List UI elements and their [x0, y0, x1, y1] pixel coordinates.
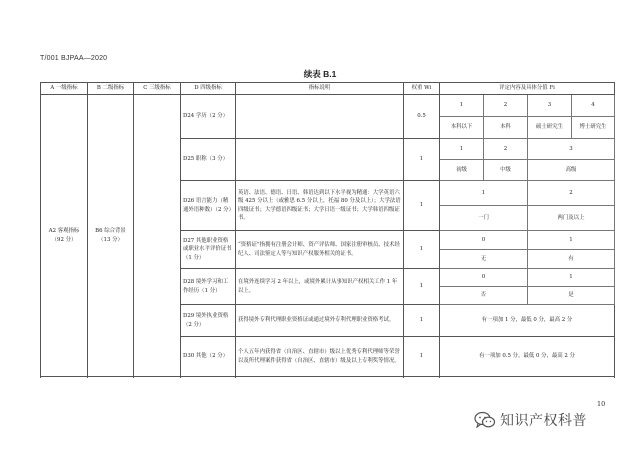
col-header-weight: 权重 Wi — [404, 83, 440, 95]
d28-label-2: 是 — [528, 287, 615, 305]
document-code: T/001 BJPAA—2020 — [40, 55, 108, 62]
d24-label-2: 本科 — [484, 117, 528, 139]
d27-weight: 1 — [404, 231, 440, 269]
watermark-text: 知识产权科普 — [500, 413, 587, 429]
d27-score-2: 1 — [528, 231, 615, 250]
d29-weight: 1 — [404, 305, 440, 337]
d28-weight: 1 — [404, 269, 440, 305]
d24-desc — [236, 95, 404, 139]
d24-label-1: 本科以下 — [440, 117, 484, 139]
d25-desc — [236, 139, 404, 181]
d27-score-1: 0 — [440, 231, 528, 250]
d28-label-1: 否 — [440, 287, 528, 305]
d30-rule: 有一项加 0.5 分，最低 0 分，最高 2 分 — [440, 337, 615, 377]
col-header-level2: B 二级指标 — [88, 83, 134, 95]
d24-score-1: 1 — [440, 95, 484, 117]
d27-name: D27 其他职业资格或职业水平评价证书（1 分） — [181, 231, 236, 269]
d24-score-3: 3 — [528, 95, 572, 117]
d30-weight: 1 — [404, 337, 440, 377]
level1-cell: A2 客观指标 （92 分） — [41, 95, 88, 377]
col-header-level4: D 四级指标 — [181, 83, 236, 95]
wechat-icon — [474, 411, 496, 429]
d25-weight: 1 — [404, 139, 440, 181]
d30-desc: 个人五年内获得省（自治区、直辖市）级以上优秀专利代理师等荣誉以及所代理案件获得省（自治区、直辖市）级及以上专利奖等情况。 — [236, 337, 404, 377]
d26-score-1: 1 — [440, 181, 528, 206]
col-header-level1: A 一级指标 — [41, 83, 88, 95]
d24-score-4: 4 — [572, 95, 615, 117]
d29-desc: 获得境外专利代理职业资格证或通过境外专利代理职业资格考试。 — [236, 305, 404, 337]
d29-rule: 有一项加 1 分，最低 0 分，最高 2 分 — [440, 305, 615, 337]
evaluation-table — [40, 82, 615, 377]
table-row — [41, 95, 615, 117]
d25-name: D25 职称（3 分） — [181, 139, 236, 181]
d27-label-1: 无 — [440, 250, 528, 269]
col-header-level3: C 三级指标 — [134, 83, 181, 95]
d26-desc: 英语、法语、德语、日语、韩语达到以下水平视为精通：大学英语六级 425 分以上（或雅思 6.5 分以上，托福 80 分及以上）；大学法语四级证书；大学德语四级证书；大学日语一级证书；大学韩语四级证书。 — [236, 181, 404, 231]
d28-score-1: 0 — [440, 269, 528, 287]
d25-score-2: 2 — [484, 139, 528, 160]
d24-name: D24 学历（2 分） — [181, 95, 236, 139]
d24-weight: 0.5 — [404, 95, 440, 139]
d26-label-2: 两门及以上 — [528, 206, 615, 231]
header-row — [41, 83, 615, 95]
d28-name: D28 境外学习和工作经历（1 分） — [181, 269, 236, 305]
d24-label-4: 博士研究生 — [572, 117, 615, 139]
d25-score-3: 3 — [528, 139, 615, 160]
page-number: 10 — [597, 400, 606, 408]
d26-name: D26 语言能力（精通外语种数）（2 分） — [181, 181, 236, 231]
d25-score-1: 1 — [440, 139, 484, 160]
col-header-description: 指标说明 — [236, 83, 404, 95]
d26-label-1: 一门 — [440, 206, 528, 231]
col-header-score: 评定内容及具体分值 Fi — [440, 83, 615, 95]
table-caption: 续表 B.1 — [303, 69, 337, 79]
d26-score-2: 2 — [528, 181, 615, 206]
d28-desc: 在境外连续学习 2 年以上，或境外累计从事知识产权相关工作 1 年以上。 — [236, 269, 404, 305]
d24-score-2: 2 — [484, 95, 528, 117]
d26-weight: 1 — [404, 181, 440, 231]
d25-label-3: 高级 — [528, 160, 615, 181]
d25-label-1: 初级 — [440, 160, 484, 181]
d30-name: D30 其他（2 分） — [181, 337, 236, 377]
d28-score-2: 1 — [528, 269, 615, 287]
d27-label-2: 有 — [528, 250, 615, 269]
level2-cell: B6 综合背景 （13 分） — [88, 95, 134, 377]
d27-desc: “资格证”指拥有注册会计师、资产评估师、国家注册审核员、技术经纪人、司法鉴定人等与知识产权服务相关的证书。 — [236, 231, 404, 269]
d25-label-2: 中级 — [484, 160, 528, 181]
level3-cell — [134, 95, 181, 377]
watermark — [474, 410, 587, 430]
d24-label-3: 硕士研究生 — [528, 117, 572, 139]
d29-name: D29 境外执业资格（2 分） — [181, 305, 236, 337]
